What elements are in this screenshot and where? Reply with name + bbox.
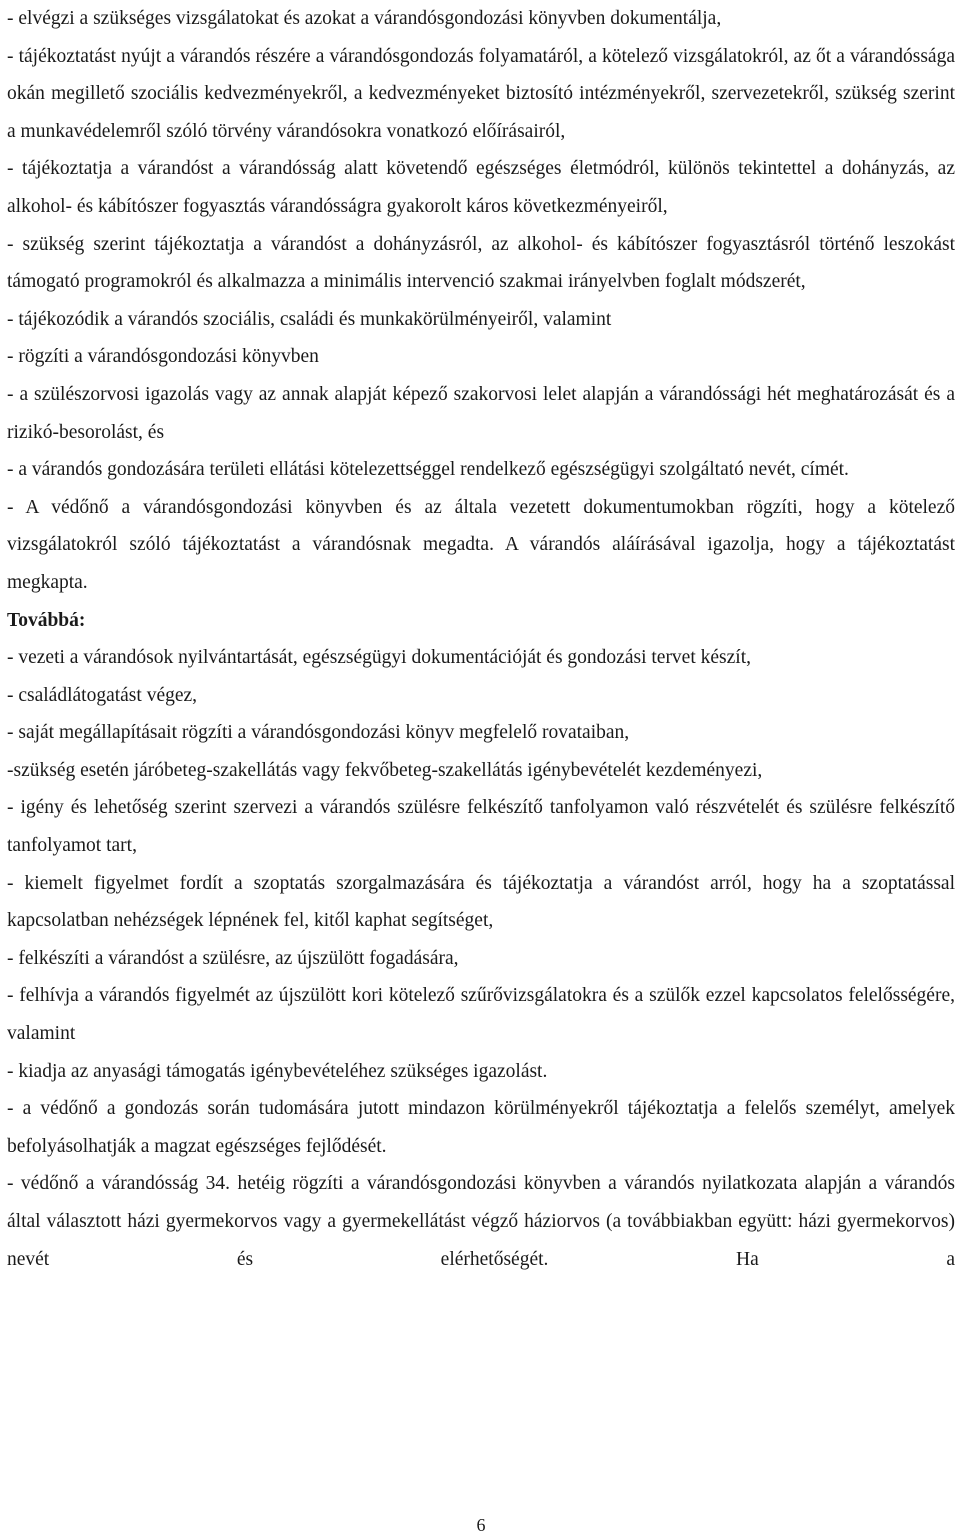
paragraph-7: - a szülészorvosi igazolás vagy az annak alapját képező szakorvosi lelet alapján a várandóssági hét meghatározását és a rizikó-besorolást, és	[7, 383, 955, 443]
section-heading: Továbbá:	[7, 609, 86, 631]
paragraph-16: - felkészíti a várandóst a szülésre, az újszülött fogadására,	[7, 947, 459, 969]
paragraph-9: - A védőnő a várandósgondozási könyvben és az általa vezetett dokumentumokban rögzíti, hogy a kötelező vizsgálatokról szóló tájékoztatást a várandósnak megadta. A várandós aláírásával igazolja, hogy a tájékoztatást megkapta.	[7, 496, 955, 593]
paragraph-6: - rögzíti a várandósgondozási könyvben	[7, 346, 319, 368]
paragraph-12: - saját megállapításait rögzíti a várandósgondozási könyv megfelelő rovataiban,	[7, 722, 630, 744]
paragraph-17: - felhívja a várandós figyelmét az újszülött kori kötelező szűrővizsgálatokra és a szülők ezzel kapcsolatos felelősségére, valamint	[7, 985, 955, 1045]
paragraph-15: - kiemelt figyelmet fordít a szoptatás szorgalmazására és tájékoztatja a várandóst arról, hogy ha a szoptatással kapcsolatban nehézségek lépnének fel, kitől kaphat segítséget,	[7, 872, 955, 932]
paragraph-8: - a várandós gondozására területi ellátási kötelezettséggel rendelkező egészségügyi szolgáltató nevét, címét.	[7, 459, 849, 481]
paragraph-10: - vezeti a várandósok nyilvántartását, egészségügyi dokumentációját és gondozási tervet készít,	[7, 647, 751, 669]
paragraph-14: - igény és lehetőség szerint szervezi a várandós szülésre felkészítő tanfolyamon való részvételét és szülésre felkészítő tanfolyamot tart,	[7, 797, 955, 857]
page-number: 6	[476, 1515, 486, 1535]
paragraph-13: -szükség esetén járóbeteg-szakellátás vagy fekvőbeteg-szakellátás igénybevételét kezdeményezi,	[7, 759, 763, 781]
paragraph-5: - tájékozódik a várandós szociális, családi és munkakörülményeiről, valamint	[7, 308, 612, 330]
paragraph-1: - elvégzi a szükséges vizsgálatokat és azokat a várandósgondozási könyvben dokumentálja,	[7, 8, 722, 29]
paragraph-4: - szükség szerint tájékoztatja a várandóst a dohányzásról, az alkohol- és kábítószer fogyasztásról történő leszokást támogató programokról és alkalmazza a minimális intervenció szakmai irányelvben foglalt módszerét,	[7, 233, 955, 293]
paragraph-18: - kiadja az anyasági támogatás igénybevételéhez szükséges igazolást.	[7, 1060, 548, 1082]
paragraph-19: - a védőnő a gondozás során tudomására jutott mindazon körülményekről tájékoztatja a felelős személyt, amelyek befolyásolhatják a magzat egészséges fejlődését.	[7, 1098, 955, 1157]
paragraph-2: - tájékoztatást nyújt a várandós részére a várandósgondozás folyamatáról, a kötelező vizsgálatokról, az őt a várandóssága okán megillető szociális kedvezményekről, a kedvezményeket biztosító intézményekről, szervezetekről, szükség szerint a munkavédelemről szóló törvény várandósokra vonatkozó előírásairól,	[7, 45, 955, 142]
paragraph-11: - családlátogatást végez,	[7, 684, 198, 706]
paragraph-3: - tájékoztatja a várandóst a várandósság alatt követendő egészséges életmódról, különös tekintettel a dohányzás, az alkohol- és kábítószer fogyasztás várandósságra gyakorolt káros következményeiről,	[7, 158, 955, 217]
document-body	[7, 0, 955, 1535]
paragraph-20: - védőnő a várandósság 34. hetéig rögzíti a várandósgondozási könyvben a várandós nyilatkozata alapján a várandós által választott házi gyermekorvos vagy a gyermekellátást végző háziorvos (a továbbiakban együtt: házi gyermekorvos) nevét és elérhetőségét. Ha a	[7, 1173, 955, 1270]
